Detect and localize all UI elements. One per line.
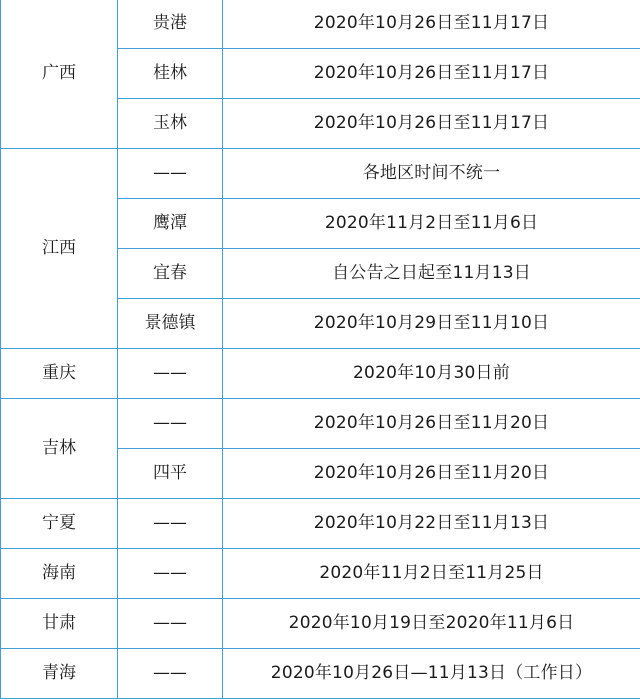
date-cell: 2020年10月26日至11月20日 — [223, 449, 640, 499]
city-cell: 鹰潭 — [118, 199, 223, 249]
date-cell: 自公告之日起至11月13日 — [223, 249, 640, 299]
province-cell: 吉林 — [1, 399, 118, 499]
table-row — [1, 549, 640, 599]
table-row — [1, 399, 640, 449]
table-row — [1, 499, 640, 549]
date-cell: 2020年10月19日至2020年11月6日 — [223, 599, 640, 649]
province-cell: 重庆 — [1, 349, 118, 399]
date-cell: 2020年10月26日至11月17日 — [223, 0, 640, 49]
city-cell: 玉林 — [118, 99, 223, 149]
city-cell: —— — [118, 649, 223, 699]
date-cell: 2020年10月26日至11月17日 — [223, 99, 640, 149]
province-cell: 宁夏 — [1, 499, 118, 549]
city-cell: 宜春 — [118, 249, 223, 299]
table-row — [1, 149, 640, 199]
province-cell: 甘肃 — [1, 599, 118, 649]
date-cell: 2020年10月30日前 — [223, 349, 640, 399]
date-cell: 2020年10月22日至11月13日 — [223, 499, 640, 549]
table-row — [1, 649, 640, 699]
date-cell: 各地区时间不统一 — [223, 149, 640, 199]
city-cell: 景德镇 — [118, 299, 223, 349]
province-cell: 青海 — [1, 649, 118, 699]
city-cell: —— — [118, 399, 223, 449]
date-cell: 2020年10月29日至11月10日 — [223, 299, 640, 349]
table-row — [1, 599, 640, 649]
date-cell: 2020年11月2日至11月6日 — [223, 199, 640, 249]
city-cell: —— — [118, 499, 223, 549]
date-cell: 2020年10月26日—11月13日（工作日） — [223, 649, 640, 699]
date-cell: 2020年11月2日至11月25日 — [223, 549, 640, 599]
province-cell: 广西 — [1, 0, 118, 149]
province-cell: 江西 — [1, 149, 118, 349]
date-cell: 2020年10月26日至11月20日 — [223, 399, 640, 449]
city-cell: 四平 — [118, 449, 223, 499]
city-cell: 贵港 — [118, 0, 223, 49]
province-cell: 海南 — [1, 549, 118, 599]
table-row — [1, 0, 640, 49]
city-cell: —— — [118, 599, 223, 649]
city-cell: 桂林 — [118, 49, 223, 99]
city-cell: —— — [118, 549, 223, 599]
table-row — [1, 349, 640, 399]
city-cell: —— — [118, 149, 223, 199]
city-cell: —— — [118, 349, 223, 399]
date-cell: 2020年10月26日至11月17日 — [223, 49, 640, 99]
